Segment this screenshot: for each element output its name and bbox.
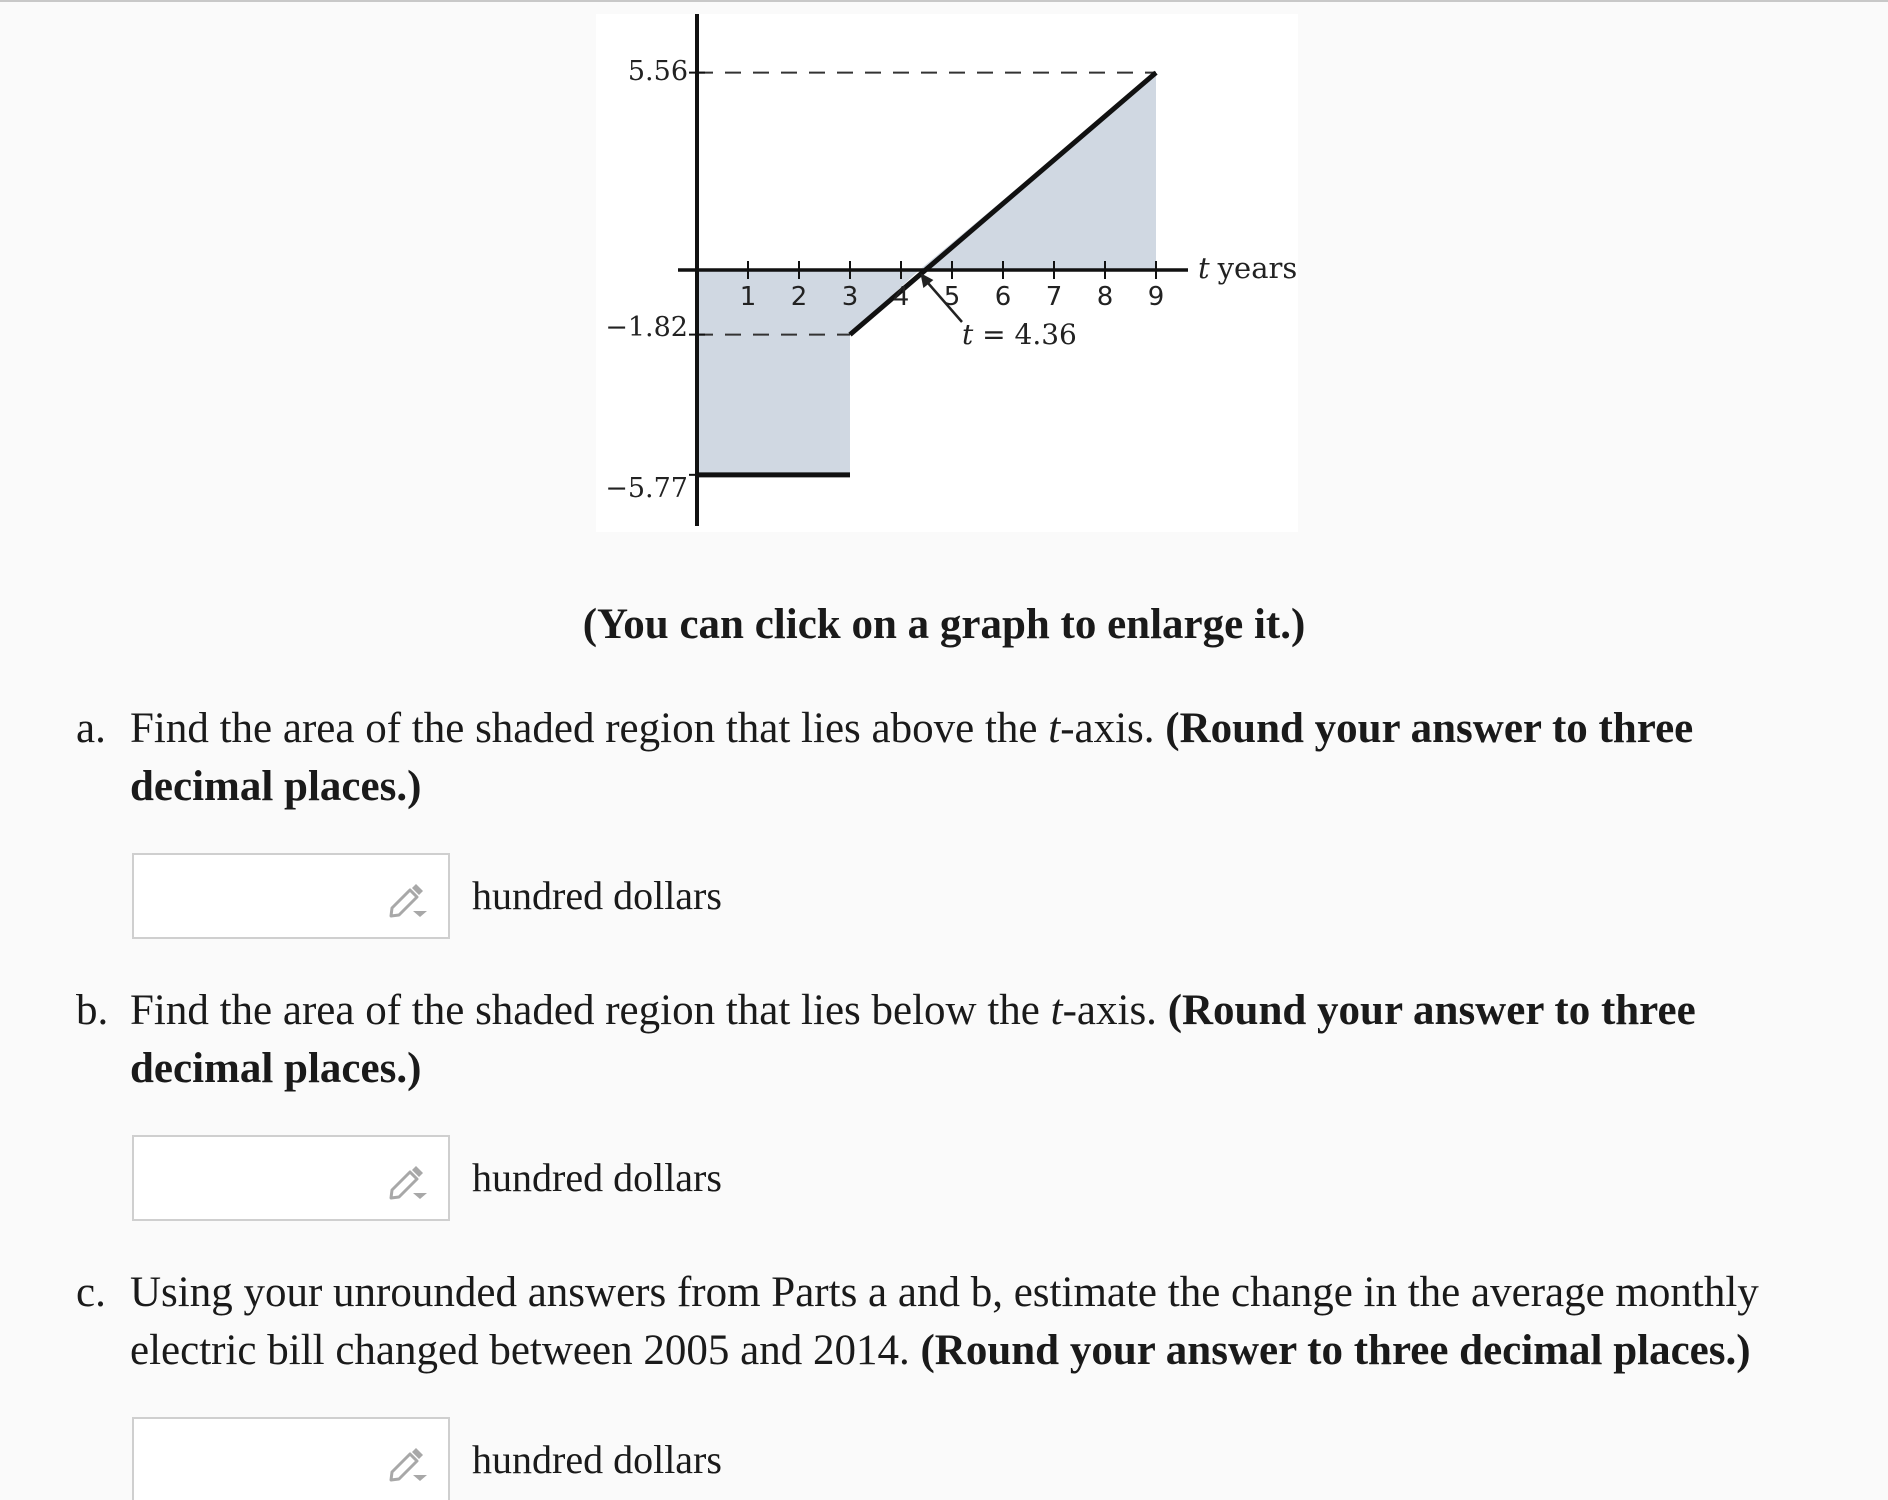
y-tick-label-5.56: 5.56 [627,56,688,87]
answer-b-unit: hundred dollars [472,1155,722,1200]
question-a-rounding-note: (Round your answer to three decimal places.) [130,705,1694,810]
question-b-text-part2: -axis. [1062,987,1168,1034]
pencil-dropdown-icon[interactable] [386,1162,428,1200]
x-axis-label-var: t [1198,251,1210,285]
question-c-text [130,1269,1759,1374]
area-graph[interactable] [0,0,1888,560]
x-tick-label-8: 8 [1096,282,1114,312]
x-tick-label-4: 4 [892,282,910,312]
question-b-letter: b. [76,987,109,1034]
question-b [76,982,1830,1098]
question-a-text [130,705,1693,810]
root-annotation-var: t [962,318,974,351]
x-tick-label-7: 7 [1045,282,1063,312]
answer-c-unit: hundred dollars [472,1437,722,1482]
question-c-rounding-note: (Round your answer to three decimal places.) [920,1327,1751,1374]
x-tick-label-6: 6 [994,282,1012,312]
question-c-text-part1: Using your unrounded answers from Parts a and b, estimate the change in the average monthly electric bill changed between 2005 and 2014. [130,1269,1759,1374]
x-axis-label-unit: years [1217,251,1298,285]
question-a [76,700,1830,816]
root-annotation-value: = 4.36 [973,318,1077,351]
x-tick-label-1: 1 [739,282,757,312]
pencil-dropdown-icon[interactable] [386,1444,428,1482]
x-tick-label-9: 9 [1147,282,1165,312]
question-a-letter: a. [76,705,106,752]
shaded-region-below-flat [697,270,850,475]
x-tick-label-3: 3 [841,282,859,312]
y-tick-label-neg-5.77: −5.77 [605,473,688,504]
x-tick-label-5: 5 [943,282,961,312]
question-a-text-part1: Find the area of the shaded region that lies above the [130,705,1049,752]
question-b-text [130,987,1696,1092]
root-annotation-label [962,318,1077,351]
answer-a-unit: hundred dollars [472,873,722,918]
question-c-letter: c. [76,1269,106,1316]
y-tick-label-neg-1.82: −1.82 [605,312,688,343]
question-b-rounding-note: (Round your answer to three decimal places.) [130,987,1696,1092]
question-b-var: t [1050,987,1063,1034]
pencil-dropdown-icon[interactable] [386,880,428,918]
question-a-var: t [1048,705,1061,752]
x-tick-label-2: 2 [790,282,808,312]
question-c [76,1264,1830,1380]
question-a-text-part2: -axis. [1060,705,1166,752]
question-b-text-part1: Find the area of the shaded region that lies below the [130,987,1051,1034]
enlarge-graph-caption: (You can click on a graph to enlarge it.) [582,601,1306,648]
graph-figure[interactable] [0,0,1888,560]
